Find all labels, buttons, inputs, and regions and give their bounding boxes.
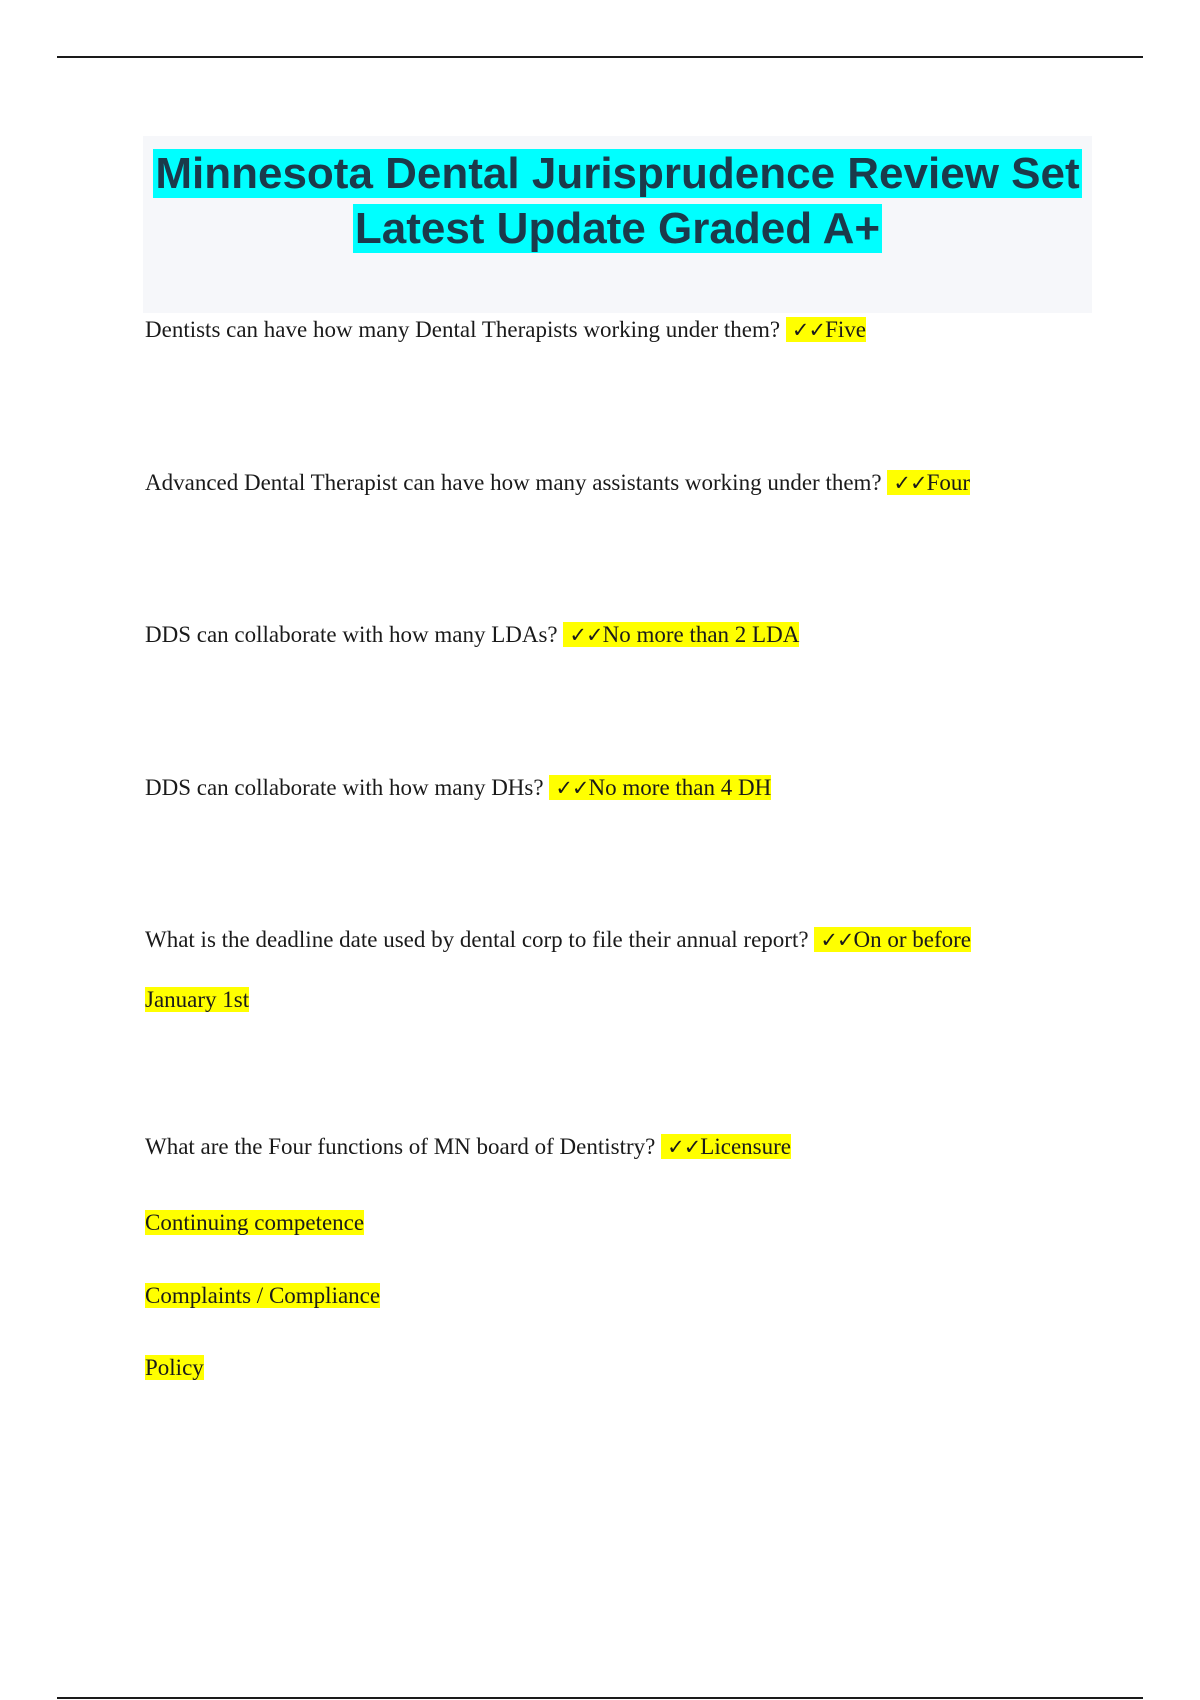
bottom-rule bbox=[57, 1697, 1143, 1699]
answer-4-text: No more than 4 DH bbox=[588, 775, 772, 800]
answer-1 bbox=[786, 317, 866, 342]
question-5: What is the deadline date used by dental corp to file their annual report? bbox=[145, 927, 809, 952]
qa-item-1 bbox=[145, 315, 866, 345]
answer-5-continued: January 1st bbox=[145, 987, 250, 1012]
check-icon: ✓✓ bbox=[893, 471, 927, 495]
top-rule bbox=[57, 56, 1143, 58]
answer-6-text: Licensure bbox=[700, 1134, 791, 1159]
check-icon: ✓✓ bbox=[569, 623, 603, 647]
answer-6-line-2 bbox=[145, 1281, 380, 1311]
answer-6-line-3-text: Policy bbox=[145, 1355, 204, 1380]
answer-5-text: On or before bbox=[853, 927, 972, 952]
answer-1-text: Five bbox=[825, 317, 866, 342]
qa-item-3 bbox=[145, 620, 799, 650]
answer-2-text: Four bbox=[926, 470, 971, 495]
answer-2 bbox=[887, 470, 970, 495]
answer-3-text: No more than 2 LDA bbox=[602, 622, 800, 647]
question-6: What are the Four functions of MN board of Dentistry? bbox=[145, 1134, 656, 1159]
question-3: DDS can collaborate with how many LDAs? bbox=[145, 622, 558, 647]
answer-6-line-3 bbox=[145, 1353, 204, 1383]
answer-5 bbox=[814, 927, 971, 952]
answer-6-line-2-text: Complaints / Compliance bbox=[145, 1283, 381, 1308]
question-2: Advanced Dental Therapist can have how many assistants working under them? bbox=[145, 470, 882, 495]
answer-6-line-1 bbox=[145, 1208, 364, 1238]
document-title-text: Minnesota Dental Jurisprudence Review Set Latest Update Graded A+ bbox=[155, 149, 1080, 253]
question-4: DDS can collaborate with how many DHs? bbox=[145, 775, 544, 800]
answer-4 bbox=[549, 775, 771, 800]
answer-6 bbox=[661, 1134, 791, 1159]
answer-3 bbox=[563, 622, 799, 647]
qa-item-4 bbox=[145, 773, 771, 803]
qa-item-2 bbox=[145, 468, 970, 498]
check-icon: ✓✓ bbox=[555, 776, 589, 800]
qa-item-5 bbox=[145, 925, 971, 955]
qa-item-6 bbox=[145, 1132, 791, 1162]
question-1: Dentists can have how many Dental Therapists working under them? bbox=[145, 317, 781, 342]
document-title bbox=[143, 146, 1092, 256]
qa-item-5-continued bbox=[145, 985, 249, 1015]
check-icon: ✓✓ bbox=[667, 1135, 701, 1159]
answer-6-line-1-text: Continuing competence bbox=[145, 1210, 365, 1235]
check-icon: ✓✓ bbox=[820, 928, 854, 952]
check-icon: ✓✓ bbox=[791, 318, 826, 342]
